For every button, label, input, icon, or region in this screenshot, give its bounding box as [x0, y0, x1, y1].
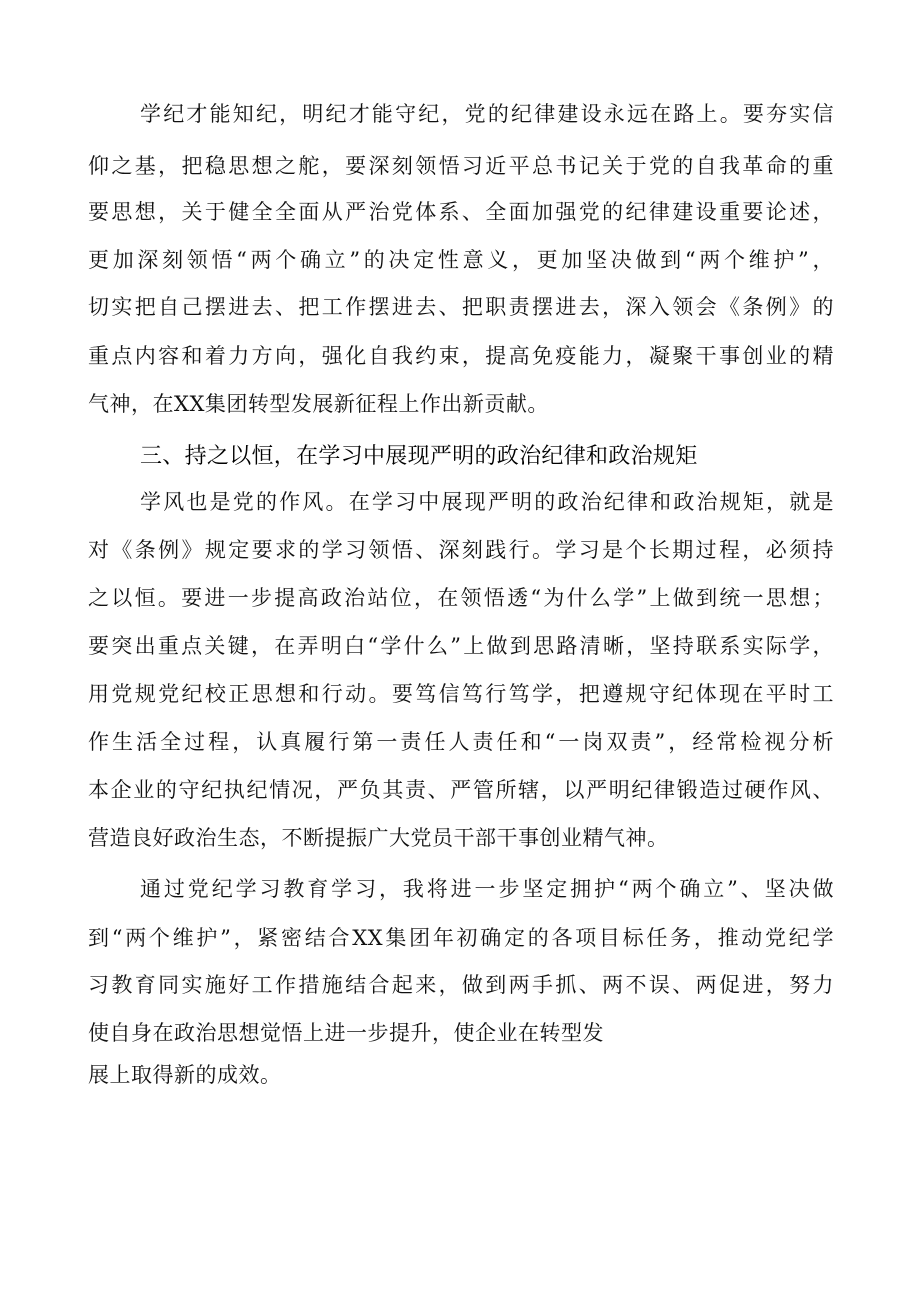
- section-heading: 三、持之以恒，在学习中展现严明的政治纪律和政治规矩: [140, 444, 698, 469]
- paragraph-2-line-5: 用党规党纪校正思想和行动。要笃信笃行笃学，把遵规守纪体现在平时工: [88, 682, 834, 706]
- paragraph-3-line-4: 使自身在政治思想觉悟上进一步提升，使企业在转型发: [88, 1021, 604, 1045]
- paragraph-1-line-1: 学纪才能知纪，明纪才能守纪，党的纪律建设永远在路上。要夯实信: [140, 102, 834, 126]
- paragraph-1-line-4: 更加深刻领悟“两个确立”的决定性意义，更加坚决做到“两个维护”，: [88, 248, 834, 272]
- paragraph-2-line-6: 作生活全过程，认真履行第一责任人责任和“一岗双责”，经常检视分析: [88, 730, 834, 754]
- paragraph-3-line-3: 习教育同实施好工作措施结合起来，做到两手抓、两不误、两促进，努力: [88, 973, 834, 997]
- paragraph-2-line-2: 对《条例》规定要求的学习领悟、深刻践行。学习是个长期过程，必须持: [88, 538, 834, 562]
- paragraph-3-line-1: 通过党纪学习教育学习，我将进一步坚定拥护“两个确立”、坚决做: [140, 877, 834, 901]
- paragraph-1-line-6: 重点内容和着力方向，强化自我约束，提高免疫能力，凝聚干事创业的精: [88, 344, 834, 368]
- paragraph-3-line-5: 展上取得新的成效。: [88, 1063, 282, 1087]
- paragraph-3-line-2: 到“两个维护”，紧密结合XX集团年初确定的各项目标任务，推动党纪学: [88, 926, 834, 950]
- paragraph-2-line-3: 之以恒。要进一步提高政治站位，在领悟透“为什么学”上做到统一思想；: [88, 586, 834, 610]
- paragraph-2-line-7: 本企业的守纪执纪情况，严负其责、严管所辖，以严明纪律锻造过硬作风、: [88, 778, 834, 802]
- paragraph-1-line-7: 气神，在XX集团转型发展新征程上作出新贡献。: [88, 392, 549, 416]
- paragraph-1-line-5: 切实把自己摆进去、把工作摆进去、把职责摆进去，深入领会《条例》的: [88, 295, 834, 319]
- paragraph-1-line-2: 仰之基，把稳思想之舵，要深刻领悟习近平总书记关于党的自我革命的重: [88, 154, 834, 178]
- paragraph-1-line-3: 要思想，关于健全全面从严治党体系、全面加强党的纪律建设重要论述，: [88, 200, 834, 224]
- paragraph-2-line-8: 营造良好政治生态，不断提振广大党员干部干事创业精气神。: [88, 826, 669, 850]
- paragraph-2-line-4: 要突出重点关键，在弄明白“学什么”上做到思路清晰，坚持联系实际学，: [88, 634, 834, 658]
- paragraph-2-line-1: 学风也是党的作风。在学习中展现严明的政治纪律和政治规矩，就是: [140, 490, 834, 514]
